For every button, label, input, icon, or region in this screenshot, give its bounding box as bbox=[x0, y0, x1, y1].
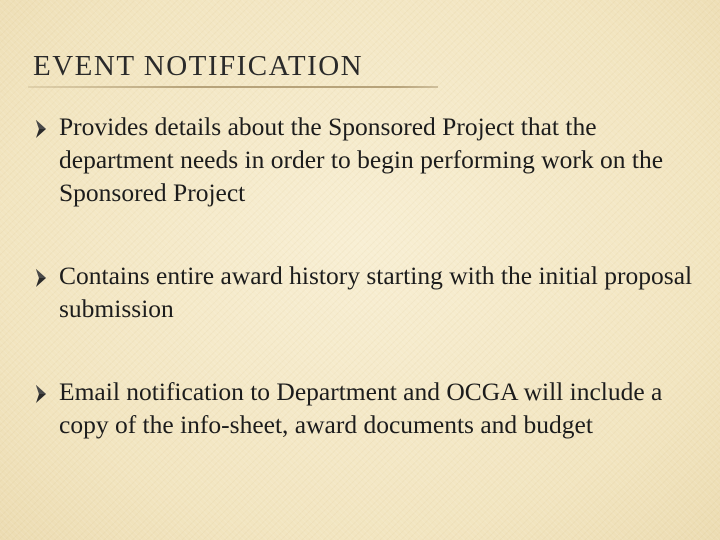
arrow-bullet-icon bbox=[30, 115, 58, 143]
bullet-item bbox=[30, 259, 710, 325]
bullet-item bbox=[30, 110, 710, 209]
bullet-item bbox=[30, 375, 710, 441]
bullet-text: Provides details about the Sponsored Project that the department needs in order to begin performing work on the Sponsored Project bbox=[59, 112, 664, 207]
slide-title: EVENT NOTIFICATION bbox=[33, 50, 364, 82]
bullet-text: Contains entire award history starting with the initial proposal submission bbox=[59, 261, 693, 323]
title-underline bbox=[28, 86, 438, 88]
bullet-text: Email notification to Department and OCGA will include a copy of the info-sheet, award documents and budget bbox=[59, 377, 663, 439]
arrow-bullet-icon bbox=[30, 264, 58, 292]
arrow-bullet-icon bbox=[30, 380, 58, 408]
bullet-list bbox=[30, 110, 710, 491]
